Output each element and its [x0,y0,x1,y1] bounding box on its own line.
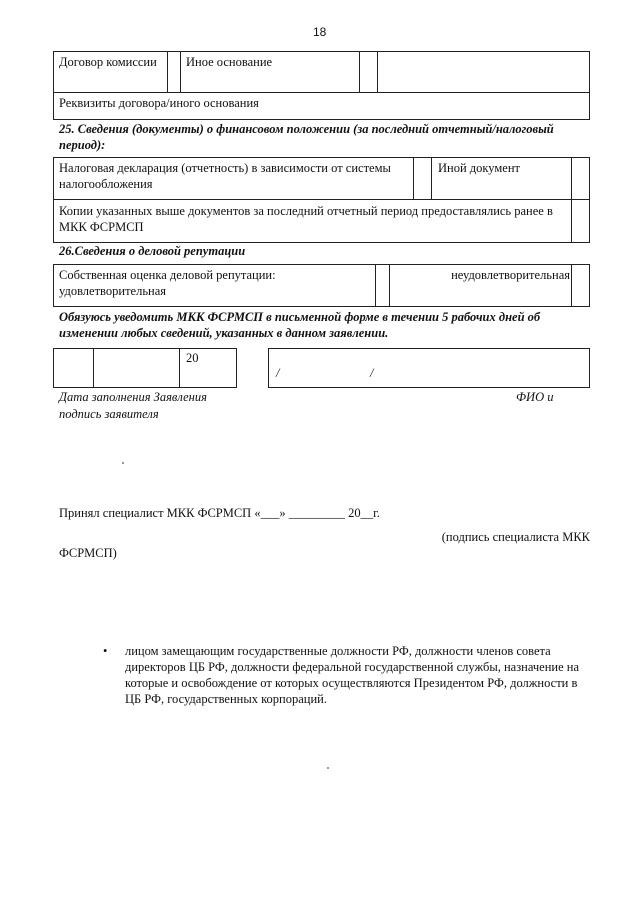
self-assessment-cell: Собственная оценка деловой репутации: удовлетворительная [59,268,276,298]
scan-speck [327,767,329,769]
details-row: Реквизиты договора/иного основания [59,96,259,110]
obligation-text: Обязуюсь уведомить МКК ФСРМСП в письменной форме в течении 5 рабочих дней об изменении любых сведений, указанных в данном заявлении. [59,310,541,340]
specialist-org: ФСРМСП) [59,546,117,560]
tax-declaration-cell: Налоговая декларация (отчетность) в зависимости от системы налогообложения [59,161,391,191]
contract-cell: Договор комиссии [59,55,157,69]
other-document-cell: Иной документ [438,161,520,175]
unsatisfactory-cell: неудовлетворительная [451,268,570,282]
bullet-text: лицом замещающим государственные должности РФ, должности членов совета директоров ЦБ РФ, должности федеральной государственной службы, назначение на которые и освобождение от которых осуществляются Президентом РФ, должности в ЦБ РФ, государственных корпораций. [125,644,580,706]
bullet-symbol: • [103,644,108,658]
specialist-signature-label: (подпись специалиста МКК [441,530,590,544]
page-number: 18 [313,25,327,39]
slash-2: / [370,366,374,380]
date-label: Дата заполнения Заявления [59,390,207,404]
scan-speck [122,462,124,464]
accepted-line: Принял специалист МКК ФСРМСП «___» _________ 20__г. [59,506,380,520]
other-basis-cell: Иное основание [186,55,273,69]
fio-label: ФИО и [516,390,554,404]
year-prefix: 20 [186,351,199,365]
slash-1: / [276,366,280,380]
applicant-signature-label: подпись заявителя [59,407,159,421]
copies-cell: Копии указанных выше документов за последний отчетный период предоставлялись ранее в МКК ФСРМСП [59,204,553,234]
section-26-heading: 26.Сведения о деловой репутации [59,244,246,258]
section-25-heading: 25. Сведения (документы) о финансовом положении (за последний отчетный/налоговый период): [59,122,554,152]
